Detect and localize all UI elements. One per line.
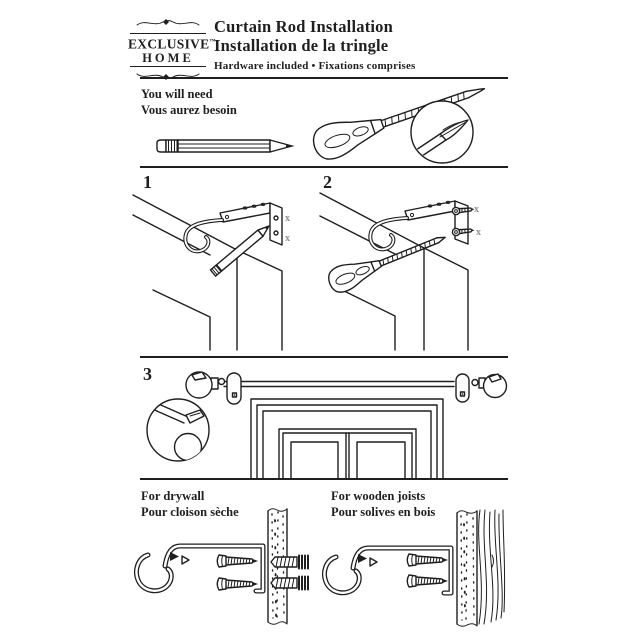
section-divider-2	[140, 166, 508, 168]
doc-title-en: Curtain Rod Installation	[214, 17, 394, 36]
brand-name-2: HOME	[142, 50, 194, 65]
pencil-mark-x2: x	[476, 227, 481, 238]
logo-rule-top	[130, 33, 206, 34]
drywall-label-fr: Pour cloison sèche	[141, 504, 239, 519]
drywall-illustration	[132, 500, 312, 638]
pencil-mark-x1: x	[474, 204, 479, 215]
brand-name: EXCLUSIVE	[128, 36, 210, 52]
marking-pencil	[210, 222, 272, 276]
step-3-number: 3	[143, 364, 152, 384]
finial-left	[186, 372, 225, 398]
doc-title-fr: Installation de la tringle	[214, 36, 389, 55]
screw-icon	[407, 575, 448, 587]
logo-rule-bottom	[130, 66, 206, 67]
step-1-illustration	[125, 178, 315, 353]
screwdriver-in-use	[325, 225, 450, 296]
wood-grain	[479, 510, 505, 624]
doc-subtitle: Hardware included • Fixations comprises	[214, 60, 416, 72]
step-2-number: 2	[323, 172, 332, 192]
pencil-mark-x2: x	[285, 233, 290, 244]
section-divider-3	[140, 356, 508, 358]
pencil-icon	[152, 134, 302, 156]
header-logo	[128, 14, 216, 86]
wood-joist-cross-section	[457, 510, 505, 626]
wood-label-fr: Pour solives en bois	[331, 504, 436, 519]
you-will-need-fr: Vous aurez besoin	[141, 102, 237, 117]
you-will-need-en: You will need	[141, 87, 213, 101]
pencil-mark-x1: x	[285, 213, 290, 224]
curtain-rod	[224, 382, 454, 387]
screw-icon	[217, 555, 258, 567]
logo-flourish-top-icon	[130, 18, 206, 27]
step-1-number: 1	[143, 172, 152, 192]
wood-label-en: For wooden joists	[331, 489, 426, 503]
window-frame	[251, 399, 443, 478]
screwdriver-icon	[310, 82, 500, 174]
wall-anchor-icon	[271, 556, 308, 569]
finial-right	[472, 374, 507, 398]
section-divider-4	[140, 478, 508, 480]
rod-bracket-right	[456, 374, 469, 402]
step-3-illustration	[132, 366, 508, 478]
section-divider-1	[140, 77, 508, 79]
step-2-illustration	[312, 178, 502, 353]
bracket-side-icon	[136, 546, 263, 591]
bracket-side-icon	[324, 548, 451, 593]
drywall-label-en: For drywall	[141, 489, 205, 503]
screw-icon	[407, 554, 448, 566]
rod-bracket-left	[227, 373, 241, 404]
wall-anchor-icon	[271, 577, 308, 590]
you-will-need-label	[141, 87, 237, 118]
header-titles	[214, 17, 416, 72]
screw-icon	[217, 578, 258, 590]
wall-corner	[133, 195, 282, 350]
wood-joist-illustration	[316, 500, 506, 638]
trademark-symbol: ™	[209, 39, 216, 45]
logo-flourish-bottom-icon	[130, 72, 206, 81]
